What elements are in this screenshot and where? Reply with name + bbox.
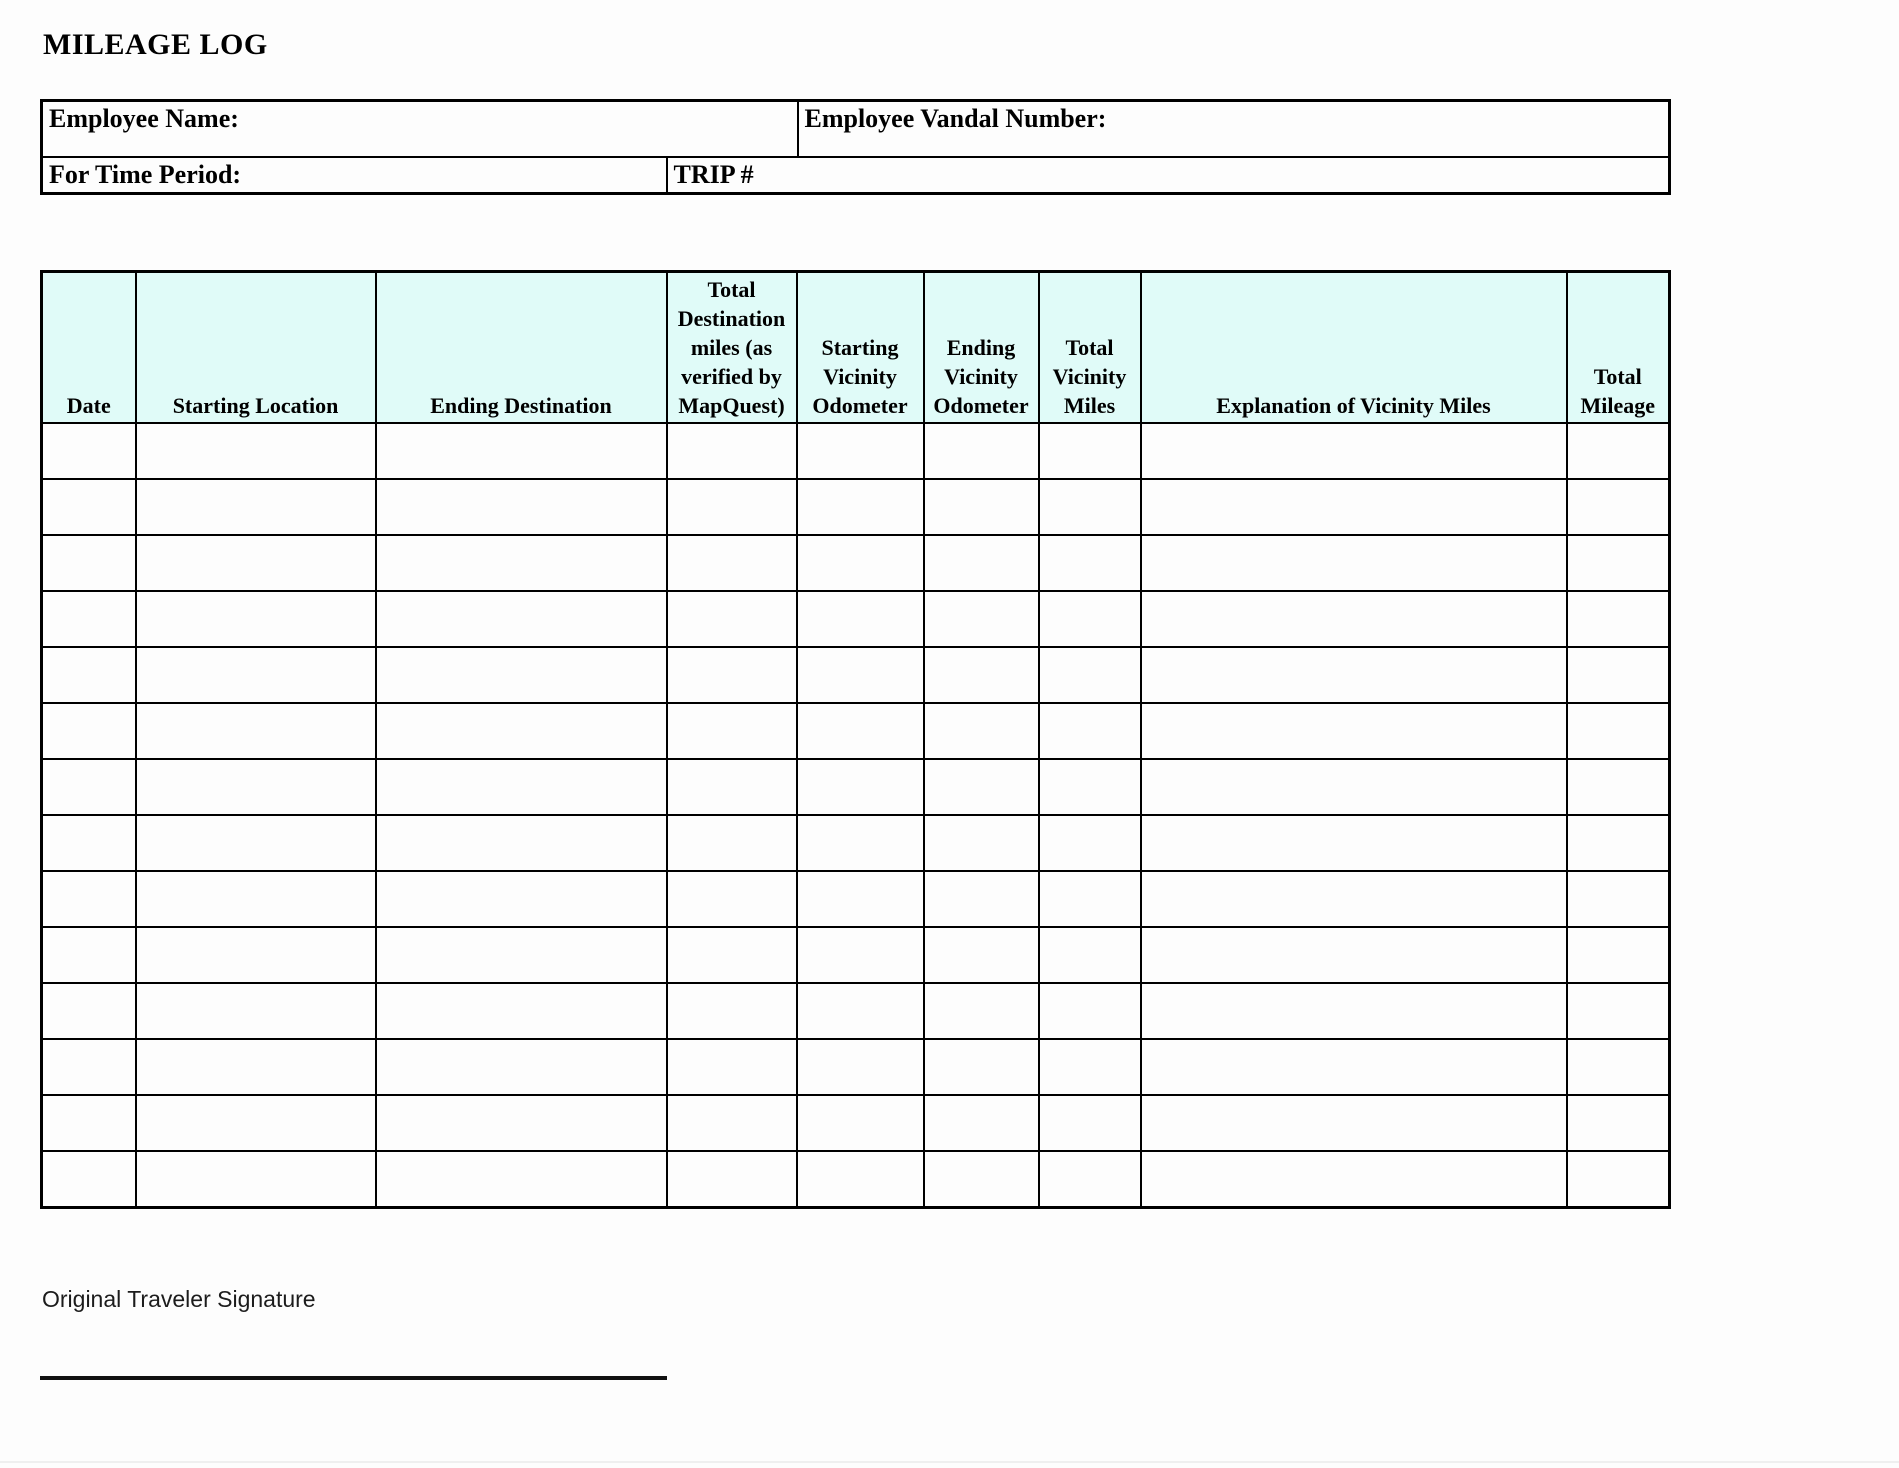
- cell-total-mileage[interactable]: [1567, 1151, 1670, 1208]
- cell-starting-location[interactable]: [136, 591, 376, 647]
- cell-total-mileage[interactable]: [1567, 1039, 1670, 1095]
- cell-explanation-vicinity-miles[interactable]: [1141, 647, 1567, 703]
- cell-explanation-vicinity-miles[interactable]: [1141, 1151, 1567, 1208]
- cell-total-mileage[interactable]: [1567, 423, 1670, 479]
- cell-ending-vicinity-odometer[interactable]: [924, 815, 1039, 871]
- cell-starting-location[interactable]: [136, 871, 376, 927]
- cell-total-mileage[interactable]: [1567, 647, 1670, 703]
- cell-ending-vicinity-odometer[interactable]: [924, 703, 1039, 759]
- cell-ending-vicinity-odometer[interactable]: [924, 535, 1039, 591]
- cell-starting-vicinity-odometer[interactable]: [797, 1151, 924, 1208]
- cell-ending-vicinity-odometer[interactable]: [924, 1151, 1039, 1208]
- cell-total-mileage[interactable]: [1567, 1095, 1670, 1151]
- cell-total-vicinity-miles[interactable]: [1039, 423, 1141, 479]
- signature-label: Original Traveler Signature: [42, 1286, 316, 1312]
- cell-explanation-vicinity-miles[interactable]: [1141, 815, 1567, 871]
- cell-total-vicinity-miles[interactable]: [1039, 927, 1141, 983]
- cell-starting-vicinity-odometer[interactable]: [797, 871, 924, 927]
- cell-total-mileage[interactable]: [1567, 871, 1670, 927]
- page-title: MILEAGE LOG: [43, 28, 268, 61]
- info-form-row-1: [42, 101, 1670, 157]
- cell-total-mileage[interactable]: [1567, 703, 1670, 759]
- cell-starting-vicinity-odometer[interactable]: [797, 535, 924, 591]
- cell-total-mileage[interactable]: [1567, 983, 1670, 1039]
- column-header-explanation-vicinity-miles: Explanation of Vicinity Miles: [1141, 272, 1567, 424]
- cell-starting-vicinity-odometer[interactable]: [797, 479, 924, 535]
- cell-explanation-vicinity-miles[interactable]: [1141, 927, 1567, 983]
- table-row: [42, 479, 1670, 535]
- cell-total-destination-miles[interactable]: [667, 423, 797, 479]
- cell-date[interactable]: [42, 927, 136, 983]
- cell-total-vicinity-miles[interactable]: [1039, 703, 1141, 759]
- cell-total-destination-miles[interactable]: [667, 647, 797, 703]
- cell-starting-vicinity-odometer[interactable]: [797, 1095, 924, 1151]
- cell-date[interactable]: [42, 647, 136, 703]
- cell-total-vicinity-miles[interactable]: [1039, 983, 1141, 1039]
- table-row: [42, 535, 1670, 591]
- cell-total-destination-miles[interactable]: [667, 1095, 797, 1151]
- cell-total-destination-miles[interactable]: [667, 479, 797, 535]
- cell-date[interactable]: [42, 535, 136, 591]
- cell-starting-vicinity-odometer[interactable]: [797, 983, 924, 1039]
- cell-starting-location[interactable]: [136, 927, 376, 983]
- table-row: [42, 423, 1670, 479]
- page-bottom-divider: [0, 1461, 1899, 1463]
- column-header-date: Date: [42, 272, 136, 424]
- cell-ending-vicinity-odometer[interactable]: [924, 591, 1039, 647]
- cell-total-vicinity-miles[interactable]: [1039, 1095, 1141, 1151]
- cell-explanation-vicinity-miles[interactable]: [1141, 423, 1567, 479]
- column-header-starting-vicinity-odometer: Starting Vicinity Odometer: [797, 272, 924, 424]
- signature-line[interactable]: [40, 1376, 667, 1380]
- cell-date[interactable]: [42, 479, 136, 535]
- time-period-label: For Time Period:: [49, 159, 242, 189]
- cell-total-mileage[interactable]: [1567, 535, 1670, 591]
- mileage-table-header: [42, 272, 1670, 424]
- time-period-field[interactable]: [42, 157, 667, 194]
- table-row: [42, 1151, 1670, 1208]
- cell-starting-location[interactable]: [136, 479, 376, 535]
- cell-explanation-vicinity-miles[interactable]: [1141, 535, 1567, 591]
- trip-number-label: TRIP #: [673, 159, 754, 189]
- employee-info-form: [40, 99, 1671, 195]
- column-header-total-destination-miles: Total Destination miles (as verified by MapQuest): [667, 272, 797, 424]
- cell-total-vicinity-miles[interactable]: [1039, 871, 1141, 927]
- cell-starting-location[interactable]: [136, 1095, 376, 1151]
- cell-ending-destination[interactable]: [376, 703, 667, 759]
- cell-total-destination-miles[interactable]: [667, 759, 797, 815]
- cell-total-mileage[interactable]: [1567, 591, 1670, 647]
- cell-total-vicinity-miles[interactable]: [1039, 759, 1141, 815]
- cell-explanation-vicinity-miles[interactable]: [1141, 479, 1567, 535]
- cell-ending-destination[interactable]: [376, 535, 667, 591]
- cell-ending-destination[interactable]: [376, 927, 667, 983]
- table-row: [42, 591, 1670, 647]
- cell-ending-destination[interactable]: [376, 815, 667, 871]
- column-header-ending-vicinity-odometer: Ending Vicinity Odometer: [924, 272, 1039, 424]
- cell-explanation-vicinity-miles[interactable]: [1141, 759, 1567, 815]
- table-row: [42, 983, 1670, 1039]
- cell-ending-destination[interactable]: [376, 1039, 667, 1095]
- cell-starting-vicinity-odometer[interactable]: [797, 647, 924, 703]
- cell-starting-location[interactable]: [136, 703, 376, 759]
- cell-total-mileage[interactable]: [1567, 815, 1670, 871]
- cell-ending-vicinity-odometer[interactable]: [924, 871, 1039, 927]
- column-header-total-mileage: Total Mileage: [1567, 272, 1670, 424]
- cell-starting-location[interactable]: [136, 1039, 376, 1095]
- table-row: [42, 647, 1670, 703]
- cell-starting-location[interactable]: [136, 1151, 376, 1208]
- cell-ending-vicinity-odometer[interactable]: [924, 927, 1039, 983]
- cell-total-destination-miles[interactable]: [667, 983, 797, 1039]
- cell-starting-vicinity-odometer[interactable]: [797, 815, 924, 871]
- cell-date[interactable]: [42, 703, 136, 759]
- cell-explanation-vicinity-miles[interactable]: [1141, 1039, 1567, 1095]
- cell-total-vicinity-miles[interactable]: [1039, 479, 1141, 535]
- cell-date[interactable]: [42, 983, 136, 1039]
- cell-ending-vicinity-odometer[interactable]: [924, 983, 1039, 1039]
- cell-date[interactable]: [42, 815, 136, 871]
- cell-total-vicinity-miles[interactable]: [1039, 647, 1141, 703]
- employee-name-label: Employee Name:: [49, 104, 239, 133]
- log-table-body: [42, 423, 1670, 1208]
- cell-ending-destination[interactable]: [376, 647, 667, 703]
- cell-starting-vicinity-odometer[interactable]: [797, 759, 924, 815]
- cell-date[interactable]: [42, 1039, 136, 1095]
- cell-starting-location[interactable]: [136, 759, 376, 815]
- cell-ending-destination[interactable]: [376, 983, 667, 1039]
- info-form-row-2: [42, 157, 1670, 194]
- employee-name-field[interactable]: [42, 101, 798, 157]
- table-row: [42, 927, 1670, 983]
- column-header-total-vicinity-miles: Total Vicinity Miles: [1039, 272, 1141, 424]
- cell-explanation-vicinity-miles[interactable]: [1141, 983, 1567, 1039]
- cell-ending-destination[interactable]: [376, 591, 667, 647]
- cell-date[interactable]: [42, 759, 136, 815]
- cell-starting-location[interactable]: [136, 535, 376, 591]
- cell-starting-vicinity-odometer[interactable]: [797, 423, 924, 479]
- cell-ending-destination[interactable]: [376, 479, 667, 535]
- cell-ending-vicinity-odometer[interactable]: [924, 647, 1039, 703]
- cell-starting-vicinity-odometer[interactable]: [797, 591, 924, 647]
- cell-starting-location[interactable]: [136, 647, 376, 703]
- cell-total-destination-miles[interactable]: [667, 591, 797, 647]
- employee-vandal-number-label: Employee Vandal Number:: [804, 104, 1107, 133]
- cell-total-destination-miles[interactable]: [667, 1039, 797, 1095]
- mileage-log-table: [40, 270, 1671, 1209]
- table-row: [42, 1095, 1670, 1151]
- cell-total-destination-miles[interactable]: [667, 815, 797, 871]
- employee-vandal-number-field[interactable]: [798, 101, 1670, 157]
- cell-starting-vicinity-odometer[interactable]: [797, 1039, 924, 1095]
- cell-starting-vicinity-odometer[interactable]: [797, 703, 924, 759]
- cell-ending-destination[interactable]: [376, 1095, 667, 1151]
- cell-ending-vicinity-odometer[interactable]: [924, 423, 1039, 479]
- cell-total-destination-miles[interactable]: [667, 927, 797, 983]
- cell-ending-destination[interactable]: [376, 1151, 667, 1208]
- cell-date[interactable]: [42, 1151, 136, 1208]
- cell-total-mileage[interactable]: [1567, 927, 1670, 983]
- cell-total-vicinity-miles[interactable]: [1039, 591, 1141, 647]
- table-row: [42, 703, 1670, 759]
- cell-explanation-vicinity-miles[interactable]: [1141, 591, 1567, 647]
- cell-total-vicinity-miles[interactable]: [1039, 1151, 1141, 1208]
- cell-total-vicinity-miles[interactable]: [1039, 535, 1141, 591]
- cell-total-destination-miles[interactable]: [667, 703, 797, 759]
- cell-ending-vicinity-odometer[interactable]: [924, 1039, 1039, 1095]
- cell-starting-location[interactable]: [136, 983, 376, 1039]
- column-header-ending-destination: Ending Destination: [376, 272, 667, 424]
- cell-ending-destination[interactable]: [376, 871, 667, 927]
- table-row: [42, 871, 1670, 927]
- cell-ending-destination[interactable]: [376, 423, 667, 479]
- cell-date[interactable]: [42, 423, 136, 479]
- cell-total-vicinity-miles[interactable]: [1039, 1039, 1141, 1095]
- table-row: [42, 759, 1670, 815]
- cell-total-vicinity-miles[interactable]: [1039, 815, 1141, 871]
- cell-total-destination-miles[interactable]: [667, 535, 797, 591]
- cell-date[interactable]: [42, 1095, 136, 1151]
- cell-total-destination-miles[interactable]: [667, 1151, 797, 1208]
- cell-starting-vicinity-odometer[interactable]: [797, 927, 924, 983]
- cell-explanation-vicinity-miles[interactable]: [1141, 871, 1567, 927]
- trip-number-field[interactable]: [667, 157, 1670, 194]
- table-row: [42, 815, 1670, 871]
- cell-date[interactable]: [42, 871, 136, 927]
- cell-explanation-vicinity-miles[interactable]: [1141, 703, 1567, 759]
- cell-ending-vicinity-odometer[interactable]: [924, 1095, 1039, 1151]
- cell-total-mileage[interactable]: [1567, 479, 1670, 535]
- table-row: [42, 1039, 1670, 1095]
- column-header-starting-location: Starting Location: [136, 272, 376, 424]
- cell-total-mileage[interactable]: [1567, 759, 1670, 815]
- cell-date[interactable]: [42, 591, 136, 647]
- cell-ending-vicinity-odometer[interactable]: [924, 759, 1039, 815]
- cell-total-destination-miles[interactable]: [667, 871, 797, 927]
- cell-ending-destination[interactable]: [376, 759, 667, 815]
- cell-explanation-vicinity-miles[interactable]: [1141, 1095, 1567, 1151]
- cell-starting-location[interactable]: [136, 423, 376, 479]
- cell-ending-vicinity-odometer[interactable]: [924, 479, 1039, 535]
- cell-starting-location[interactable]: [136, 815, 376, 871]
